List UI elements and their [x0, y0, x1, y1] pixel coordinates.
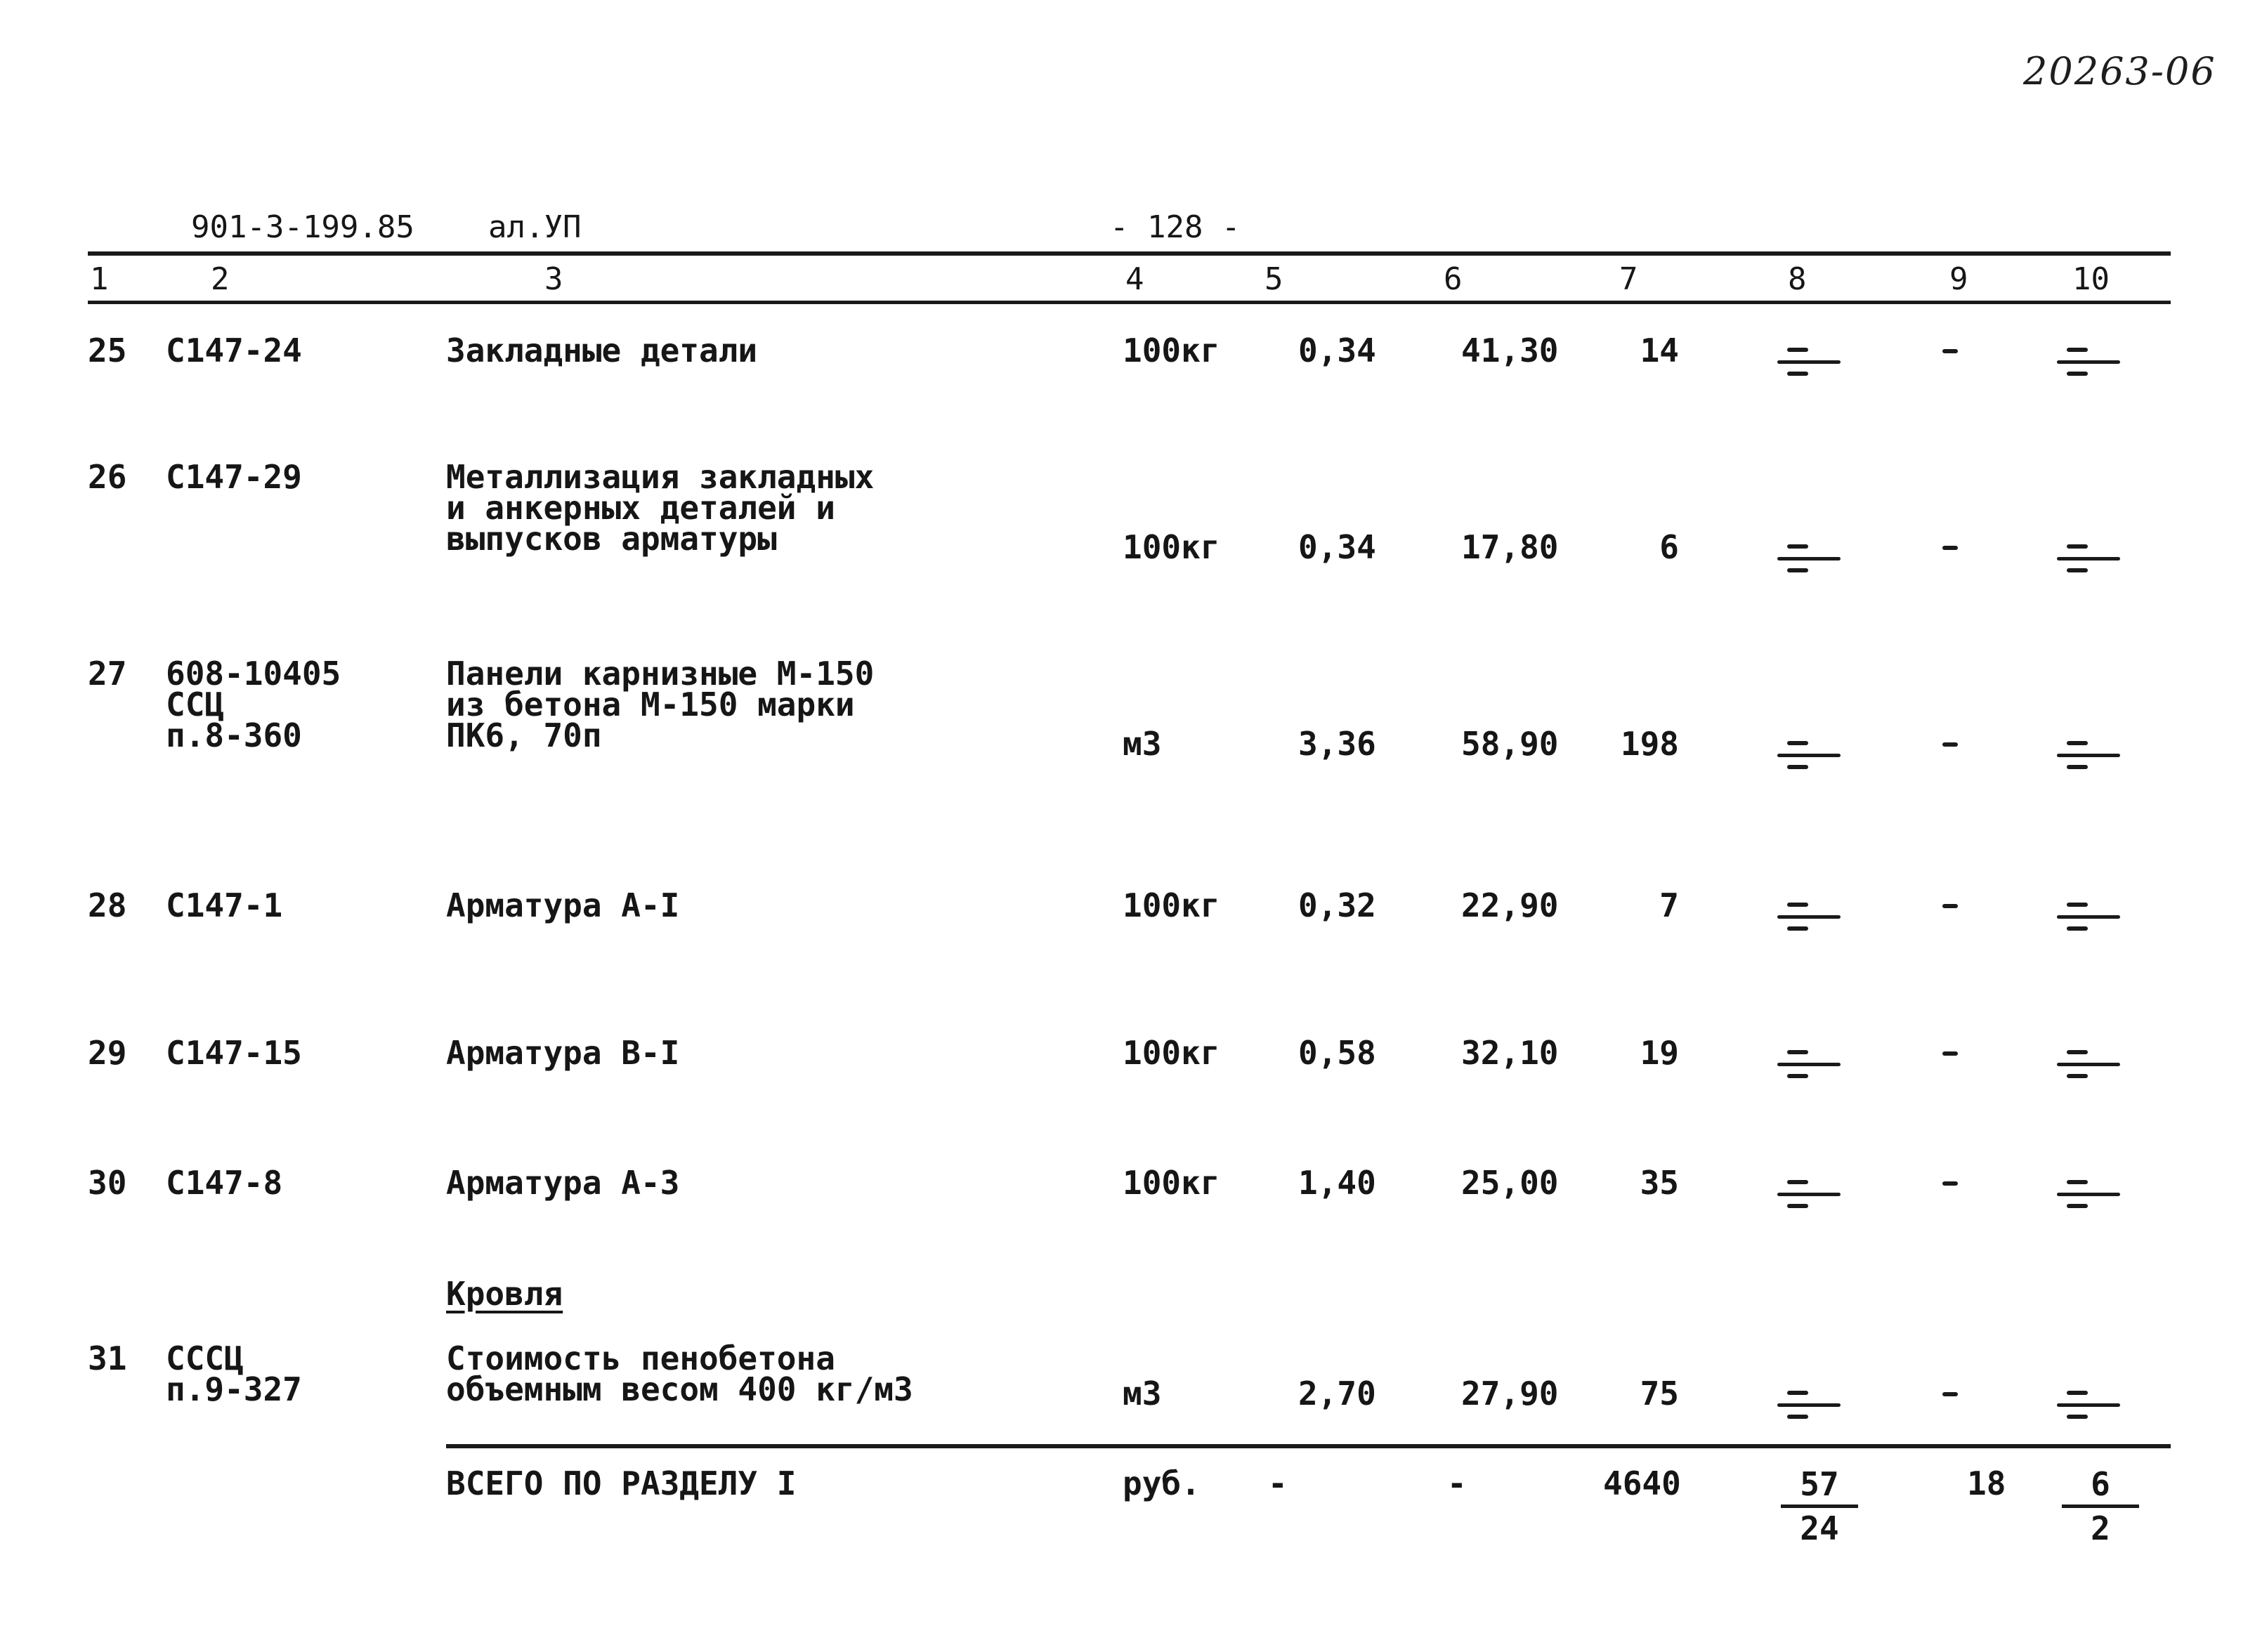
ditto-mark-col8	[1777, 1389, 1841, 1420]
unit: 100кг	[1123, 332, 1220, 369]
quantity: 0,34	[1298, 528, 1376, 566]
page-number: - 128 -	[1110, 209, 1241, 245]
section-title: Кровля	[446, 1275, 563, 1313]
quantity: 1,40	[1298, 1164, 1376, 1202]
album-label: ал.УП	[488, 209, 582, 245]
work-description: Арматура В-I	[446, 1034, 680, 1072]
ditto-mark-col8	[1777, 1049, 1841, 1080]
work-description: ПК6, 70п	[446, 716, 602, 754]
unit-price: 17,80	[1461, 528, 1559, 566]
ditto-mark-col8	[1777, 346, 1841, 377]
unit: м3	[1123, 725, 1162, 763]
unit-price: 22,90	[1461, 886, 1559, 924]
ditto-mark-col10	[2057, 346, 2120, 377]
norm-code: С147-24	[166, 332, 302, 369]
unit: 100кг	[1123, 1164, 1220, 1202]
norm-code: СССЦ	[166, 1339, 244, 1377]
ditto-mark-col10	[2057, 1389, 2120, 1420]
unit-price: 58,90	[1461, 725, 1559, 763]
ditto-mark-col10	[2057, 1179, 2120, 1210]
total-cost: 198	[1620, 725, 1679, 763]
total-cost: 6	[1659, 528, 1679, 566]
document-stamp: 20263-06	[2023, 49, 2216, 93]
total-cost: 35	[1640, 1164, 1679, 1202]
total-cost: 75	[1640, 1375, 1679, 1412]
row-number: 25	[88, 332, 127, 369]
row-number: 30	[88, 1164, 127, 1202]
dash-col9	[1942, 742, 1958, 747]
total-rule	[446, 1444, 2171, 1448]
unit: м3	[1123, 1375, 1162, 1412]
total-col10-numerator: 6	[2091, 1465, 2110, 1503]
column-numbers-rule	[88, 301, 2171, 304]
norm-code: п.8-360	[166, 716, 302, 754]
work-description: выпусков арматуры	[446, 520, 777, 558]
column-number-10: 10	[2072, 261, 2110, 297]
row-number: 28	[88, 886, 127, 924]
doc-code: 901-3-199.85	[191, 209, 414, 245]
unit-price: 41,30	[1461, 332, 1559, 369]
work-description: Металлизация закладных	[446, 458, 875, 496]
dash-col9	[1942, 904, 1958, 908]
dash-col9	[1942, 349, 1958, 353]
fraction-bar	[2062, 1504, 2139, 1508]
row-number: 31	[88, 1339, 127, 1377]
row-number: 27	[88, 655, 127, 693]
total-cost: 19	[1640, 1034, 1679, 1072]
total-col10-fraction	[2062, 1467, 2139, 1546]
total-qty: -	[1268, 1464, 1288, 1502]
dash-col9	[1942, 1392, 1958, 1396]
work-description: Панели карнизные М-150	[446, 655, 875, 693]
total-col8-numerator: 57	[1800, 1465, 1839, 1503]
quantity: 0,32	[1298, 886, 1376, 924]
ditto-mark-col8	[1777, 1179, 1841, 1210]
row-number: 29	[88, 1034, 127, 1072]
ditto-mark-col10	[2057, 1049, 2120, 1080]
column-number-2: 2	[211, 261, 230, 297]
quantity: 0,34	[1298, 332, 1376, 369]
total-sum: 4640	[1603, 1464, 1681, 1502]
ditto-mark-col10	[2057, 901, 2120, 932]
quantity: 3,36	[1298, 725, 1376, 763]
work-description: Стоимость пенобетона	[446, 1339, 835, 1377]
ditto-mark-col8	[1777, 740, 1841, 771]
total-price: -	[1447, 1464, 1467, 1502]
norm-code: п.9-327	[166, 1370, 302, 1408]
norm-code: 608-10405	[166, 655, 341, 693]
work-description: Закладные детали	[446, 332, 758, 369]
column-number-1: 1	[90, 261, 109, 297]
ditto-mark-col8	[1777, 901, 1841, 932]
work-description: и анкерных деталей и	[446, 489, 835, 527]
column-number-4: 4	[1125, 261, 1144, 297]
work-description: Арматура А-3	[446, 1164, 680, 1202]
total-unit: руб.	[1123, 1464, 1201, 1502]
unit-price: 25,00	[1461, 1164, 1559, 1202]
norm-code: ССЦ	[166, 686, 225, 723]
column-number-6: 6	[1444, 261, 1463, 297]
unit: 100кг	[1123, 1034, 1220, 1072]
table-top-rule	[88, 251, 2171, 256]
total-col10-denominator: 2	[2091, 1509, 2110, 1547]
total-col8-fraction	[1781, 1467, 1858, 1546]
unit-price: 32,10	[1461, 1034, 1559, 1072]
norm-code: С147-1	[166, 886, 283, 924]
ditto-mark-col10	[2057, 543, 2120, 574]
norm-code: С147-29	[166, 458, 302, 496]
column-number-9: 9	[1949, 261, 1968, 297]
norm-code: С147-8	[166, 1164, 283, 1202]
total-col8-denominator: 24	[1800, 1509, 1839, 1547]
unit-price: 27,90	[1461, 1375, 1559, 1412]
fraction-bar	[1781, 1504, 1858, 1508]
unit: 100кг	[1123, 528, 1220, 566]
column-number-8: 8	[1788, 261, 1807, 297]
quantity: 0,58	[1298, 1034, 1376, 1072]
work-description: Арматура А-I	[446, 886, 680, 924]
total-col9: 18	[1967, 1464, 2006, 1502]
column-number-3: 3	[544, 261, 563, 297]
work-description: из бетона М-150 марки	[446, 686, 855, 723]
ditto-mark-col8	[1777, 543, 1841, 574]
work-description: объемным весом 400 кг/м3	[446, 1370, 913, 1408]
total-label: ВСЕГО ПО РАЗДЕЛУ I	[446, 1464, 797, 1502]
row-number: 26	[88, 458, 127, 496]
norm-code: С147-15	[166, 1034, 302, 1072]
dash-col9	[1942, 1051, 1958, 1056]
ditto-mark-col10	[2057, 740, 2120, 771]
dash-col9	[1942, 1181, 1958, 1186]
unit: 100кг	[1123, 886, 1220, 924]
column-number-7: 7	[1619, 261, 1638, 297]
quantity: 2,70	[1298, 1375, 1376, 1412]
dash-col9	[1942, 546, 1958, 550]
column-number-5: 5	[1264, 261, 1283, 297]
total-cost: 14	[1640, 332, 1679, 369]
total-cost: 7	[1659, 886, 1679, 924]
